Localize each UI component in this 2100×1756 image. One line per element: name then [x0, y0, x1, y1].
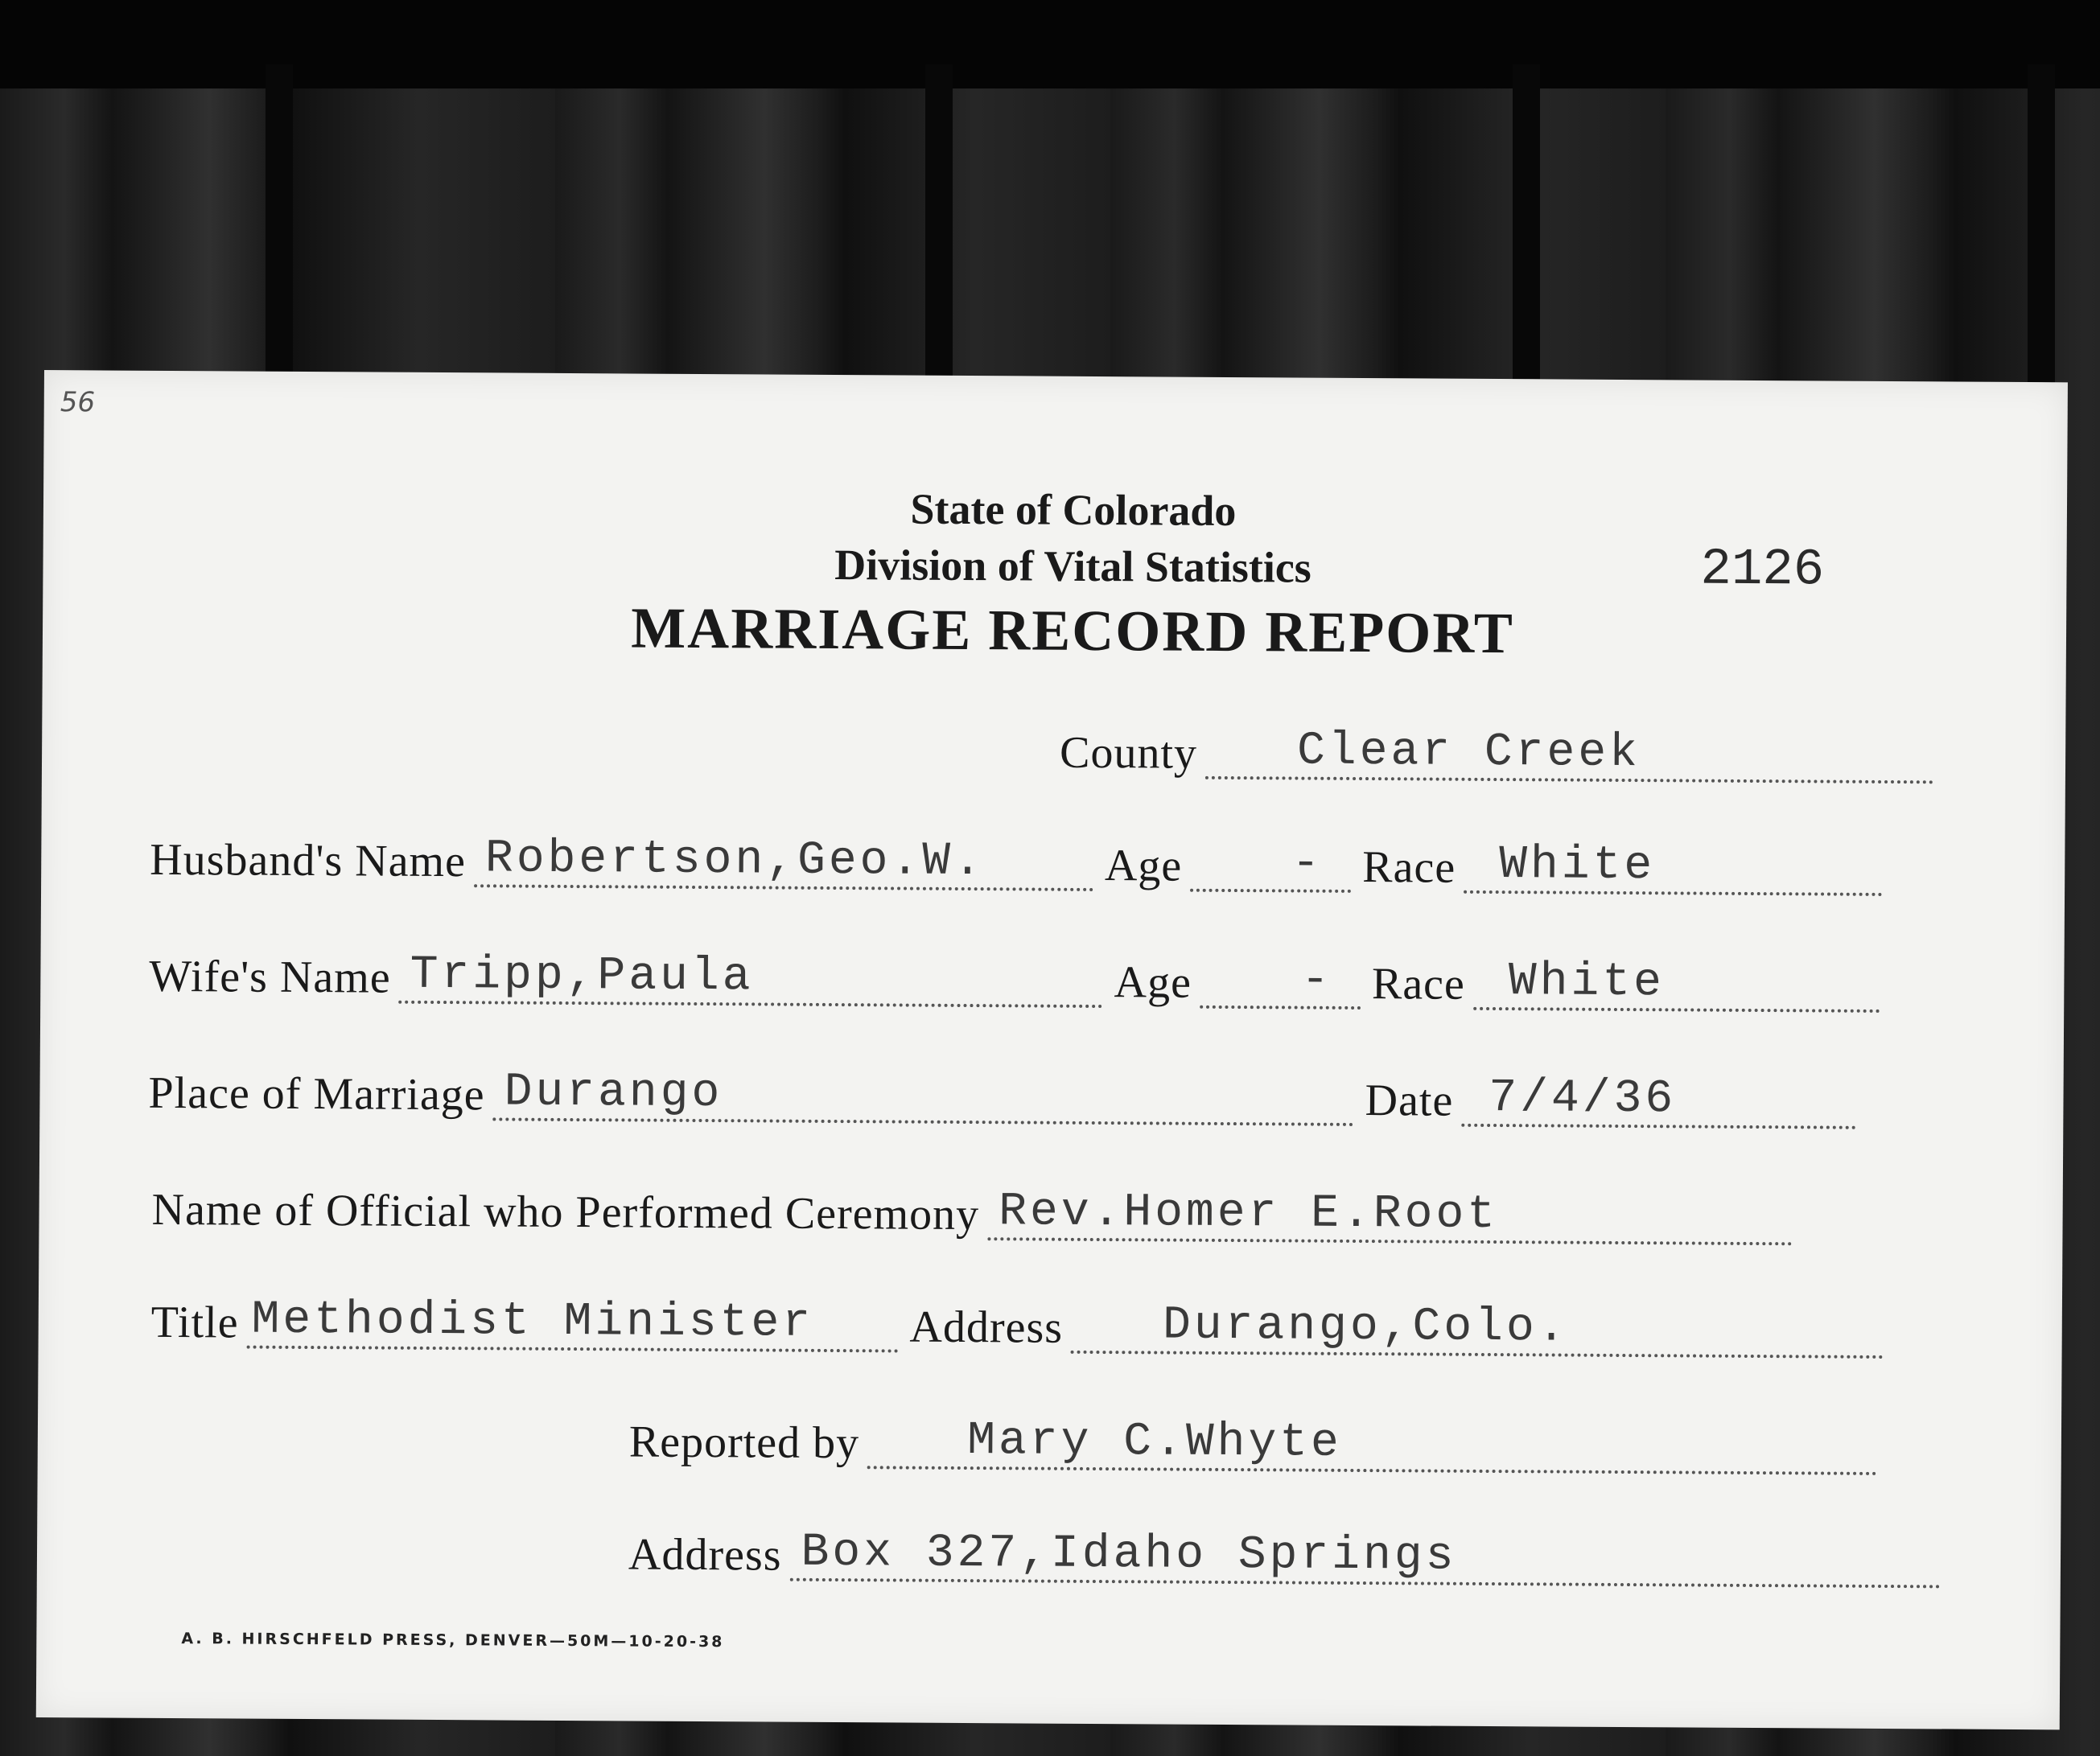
reported-by-label: Reported by [628, 1417, 860, 1469]
husband-age-label: Age [1104, 841, 1183, 891]
scan-top-strip [0, 0, 2100, 88]
wife-name-field [398, 948, 1102, 1008]
husband-age-value: - [1291, 837, 1324, 890]
husband-name-value: Robertson,Geo.W. [484, 833, 986, 889]
date-value: 7/4/36 [1489, 1071, 1677, 1126]
official-address-label: Address [909, 1302, 1064, 1353]
wife-name-label: Wife's Name [149, 951, 391, 1003]
reported-by-row [629, 1403, 1889, 1475]
husband-race-value: White [1498, 839, 1656, 893]
reported-by-value: Mary C.Whyte [966, 1415, 1343, 1470]
place-value: Durango [504, 1066, 723, 1121]
printer-imprint: A. B. HIRSCHFELD PRESS, DENVER—50M—10-20-38 [181, 1630, 725, 1651]
wife-race-label: Race [1371, 959, 1466, 1010]
wife-age-field [1200, 954, 1361, 1010]
film-divider [1513, 64, 1540, 386]
film-divider [925, 64, 953, 386]
date-label: Date [1365, 1075, 1454, 1126]
title-field [246, 1293, 898, 1353]
corner-note: 56 [60, 386, 96, 419]
husband-name-field [474, 833, 1093, 891]
husband-race-field [1464, 839, 1882, 896]
header-state: State of Colorado [910, 484, 1237, 536]
marriage-record-card [36, 370, 2068, 1729]
place-field [492, 1066, 1353, 1126]
marriage-row [148, 1055, 1867, 1129]
husband-age-field [1190, 837, 1351, 893]
date-field [1461, 1071, 1855, 1129]
official-address-field [1071, 1299, 1884, 1359]
wife-row [149, 938, 1891, 1013]
husband-row [150, 821, 1893, 896]
official-field [987, 1186, 1792, 1245]
wife-age-value: - [1300, 954, 1333, 1007]
official-value: Rev.Homer E.Root [998, 1186, 1499, 1242]
film-divider [2028, 64, 2055, 386]
record-number: 2126 [1700, 541, 1825, 600]
husband-race-label: Race [1362, 842, 1456, 893]
official-address-value: Durango,Colo. [1162, 1299, 1569, 1355]
reported-by-field [867, 1415, 1877, 1475]
header-division: Division of Vital Statistics [834, 541, 1311, 592]
county-field [1205, 725, 1933, 784]
wife-race-value: White [1508, 956, 1666, 1010]
wife-age-label: Age [1114, 957, 1192, 1008]
title-value: Methodist Minister [251, 1293, 814, 1350]
county-row [1060, 714, 1945, 784]
county-value: Clear Creek [1296, 725, 1641, 780]
title-address-row [151, 1284, 1896, 1359]
official-row [151, 1171, 1803, 1246]
county-label: County [1059, 727, 1198, 779]
wife-race-field [1473, 956, 1880, 1013]
reporter-address-label: Address [628, 1529, 782, 1581]
film-divider [266, 64, 293, 386]
title-label: Title [150, 1297, 239, 1348]
wife-name-value: Tripp,Paula [410, 948, 754, 1004]
reporter-address-row [628, 1515, 1952, 1588]
husband-name-label: Husband's Name [150, 834, 467, 887]
reporter-address-value: Box 327,Idaho Springs [801, 1526, 1457, 1583]
official-label: Name of Official who Performed Ceremony [151, 1184, 980, 1240]
reporter-address-field [789, 1526, 1940, 1589]
document-title: MARRIAGE RECORD REPORT [631, 595, 1515, 666]
place-label: Place of Marriage [148, 1067, 485, 1121]
